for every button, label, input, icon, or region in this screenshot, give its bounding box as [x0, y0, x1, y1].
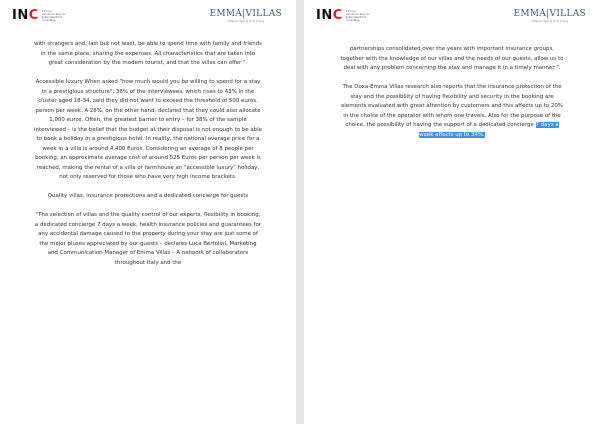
page-header	[304, 6, 600, 30]
emma-villas-tagline: Villas in Italy & Fine Living	[227, 19, 265, 23]
emma-villas-logo	[513, 9, 586, 23]
section-heading: Quality villas, insurance protections and a dedicated concierge for guests	[47, 193, 249, 199]
document-page-left	[0, 0, 296, 424]
body-paragraph[interactable]	[338, 83, 566, 140]
page-body	[338, 45, 566, 150]
inc-logo	[12, 9, 72, 23]
body-paragraph: "The selection of villas and the quality control of our experts, flexibility in booking, a dedicated concierge 7 days a week, health insurance policies and guarantees for any accidental damage caused to the property during your stay are just some of the major pluses appreciated by our guests – declares Luca Bertolini, Marketing and Communication Manager of Emma Villas – A network of collaborators throughout Italy and the	[34, 212, 262, 266]
emma-villas-wordmark: EMMA|VILLAS	[513, 9, 586, 19]
body-paragraph: Accessible luxury When asked "how much would you be willing to spend for a stay in a prestigious structure", 36% of the interviewees, which rises to 43% in the cluster aged 18-34, said they did not want to exceed the threshold of 500 euros. person per week. A 28%, on the other hand, declared that they could also allocate 1,000 euros. Often, the greatest barrier to entry – for 38% of the sample interviewed – is the belief that the budget at their disposal is not enough to be able to book a holiday in a prestigious hotel. In reality, the national average price for a week in a villa is around 4,400 Euros. Considering an average of 8 people per booking, an approximate average cost of around 525 Euros per person per week is reached, making the rental of a villa or farmhouse an "accessible luxury" holiday, not only reserved for those who have very high income brackets.	[34, 79, 262, 180]
emma-villas-tagline: Villas in Italy & Fine Living	[531, 19, 569, 23]
text-selection[interactable]: 7 days a week affects up to 34%.	[419, 122, 559, 138]
inc-tagline: Internal Communication & Public Relations Consulting	[345, 10, 370, 23]
body-paragraph: with strangers and, last but not least, be able to spend time with family and friends in the same place, sharing the expenses. All characteristics that are taken into great consideration by the modern tourist, and that the villas can offer ".	[34, 41, 262, 66]
page-header	[0, 6, 296, 30]
inc-wordmark: INC	[316, 8, 343, 23]
paragraph-text: The Doxa-Emma Villas research also reports that the insurance protection of the stay and the possibility of having flexibility and security in the booking are elements evaluated with great attention by customers and this affects up to 20% in the choice of the operator with whom one travels. Also for the purpose of the choice, the possibility of having the support of a dedicated concierge	[341, 84, 563, 128]
body-paragraph: partnerships consolidated over the years with important insurance groups, together with the knowledge of our villas and the needs of our guests, allow us to deal with any problem concerning the stay and manage it in a timely manner ".	[340, 46, 564, 71]
document-page-right	[304, 0, 600, 424]
inc-wordmark: INC	[12, 8, 39, 23]
emma-villas-wordmark: EMMA|VILLAS	[209, 9, 282, 19]
emma-villas-logo	[209, 9, 282, 23]
inc-tagline: Internal Communication & Public Relations Consulting	[41, 10, 66, 23]
page-body	[34, 40, 262, 278]
inc-logo	[316, 9, 376, 23]
